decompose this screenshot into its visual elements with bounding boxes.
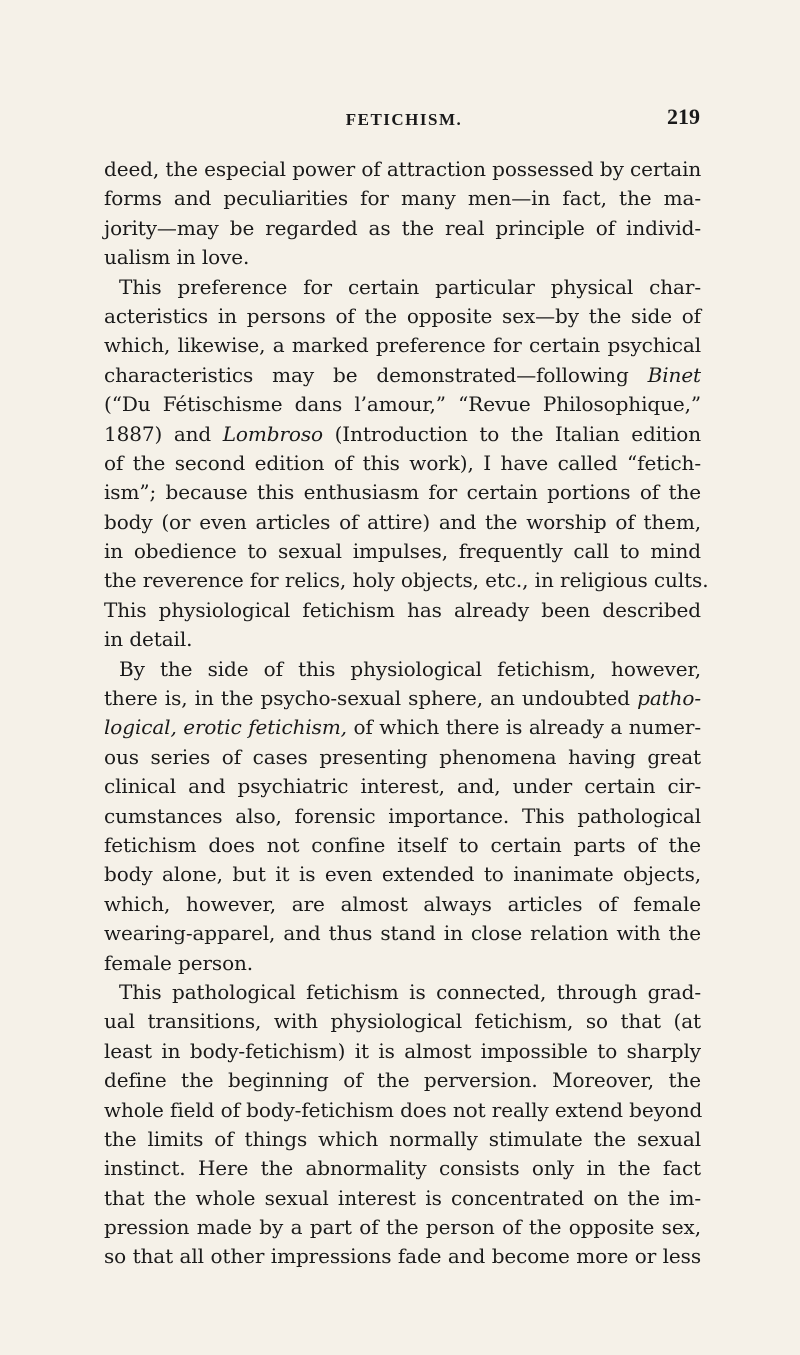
text-line xyxy=(104,361,701,390)
text-line: ism”; because this enthusiasm for certain portions of the xyxy=(104,480,701,505)
text-line xyxy=(104,713,701,742)
text-line: instinct. Here the abnormality consists only in the fact xyxy=(104,1156,701,1181)
text-line: ual transitions, with physiological fetichism, so that (at xyxy=(104,1009,701,1034)
text-line: acteristics in persons of the opposite sex—by the side of xyxy=(104,303,701,328)
italic-text: Binet xyxy=(647,362,701,387)
text-segment: characteristics may be demonstrated—following xyxy=(104,362,648,387)
text-line: of the second edition of this work), I have called “fetich- xyxy=(104,450,701,475)
text-line: jority—may be regarded as the real principle of individ- xyxy=(104,215,701,240)
text-line: define the beginning of the perversion. Moreover, the xyxy=(104,1068,701,1093)
text-line: which, however, are almost always articles of female xyxy=(104,891,701,916)
running-head xyxy=(108,100,700,140)
text-line: least in body-fetichism) it is almost impossible to sharply xyxy=(104,1038,701,1063)
text-line: the limits of things which normally stimulate the sexual xyxy=(104,1126,701,1151)
text-line: the reverence for relics, holy objects, etc., in religious cults. xyxy=(104,568,709,593)
italic-text: Lombroso xyxy=(222,421,323,446)
text-line: ualism in love. xyxy=(104,245,250,270)
text-line xyxy=(104,684,701,713)
text-line: which, likewise, a marked preference for certain psychical xyxy=(104,333,701,358)
text-line: whole field of body-fetichism does not really extend beyond xyxy=(104,1097,703,1122)
body-text xyxy=(104,155,709,1272)
text-line: in obedience to sexual impulses, frequently call to mind xyxy=(104,539,701,564)
text-line: This pathological fetichism is connected, through grad- xyxy=(119,979,701,1004)
text-line: body alone, but it is even extended to inanimate objects, xyxy=(104,862,701,887)
text-line: body (or even articles of attire) and the worship of them, xyxy=(104,509,701,534)
text-line: By the side of this physiological fetichism, however, xyxy=(119,656,701,681)
text-segment: 1887) and xyxy=(104,421,223,446)
text-segment: there is, in the psycho-sexual sphere, an undoubted xyxy=(104,686,638,711)
text-line: clinical and psychiatric interest, and, under certain cir- xyxy=(104,774,701,799)
text-line: pression made by a part of the person of the opposite sex, xyxy=(104,1215,701,1240)
text-line: (“Du Fétischisme dans l’amour,” “Revue Philosophique,” xyxy=(104,392,701,417)
text-line: This preference for certain particular physical char- xyxy=(119,274,701,299)
text-line: ous series of cases presenting phenomena having great xyxy=(104,744,701,769)
text-line: wearing-apparel, and thus stand in close relation with the xyxy=(104,921,701,946)
text-segment: of which there is already a numer- xyxy=(346,715,701,740)
text-line: so that all other impressions fade and become more or less xyxy=(104,1244,701,1269)
running-title: FETICHISM. xyxy=(345,110,463,129)
text-line: deed, the especial power of attraction possessed by certain xyxy=(104,157,702,181)
text-line: This physiological fetichism has already been described xyxy=(104,597,701,622)
page-number: 219 xyxy=(667,104,700,129)
italic-text: patho- xyxy=(637,686,701,711)
text-line: in detail. xyxy=(104,627,193,652)
text-segment: (Introduction to the Italian edition xyxy=(322,421,701,446)
text-line: forms and peculiarities for many men—in fact, the ma- xyxy=(104,186,701,211)
text-line: cumstances also, forensic importance. This pathological xyxy=(104,803,701,828)
italic-text: logical, erotic fetichism, xyxy=(104,715,347,740)
text-line: female person. xyxy=(104,950,254,975)
text-line xyxy=(104,420,701,449)
text-line: fetichism does not confine itself to certain parts of the xyxy=(104,832,701,857)
text-line: that the whole sexual interest is concentrated on the im- xyxy=(104,1185,701,1210)
